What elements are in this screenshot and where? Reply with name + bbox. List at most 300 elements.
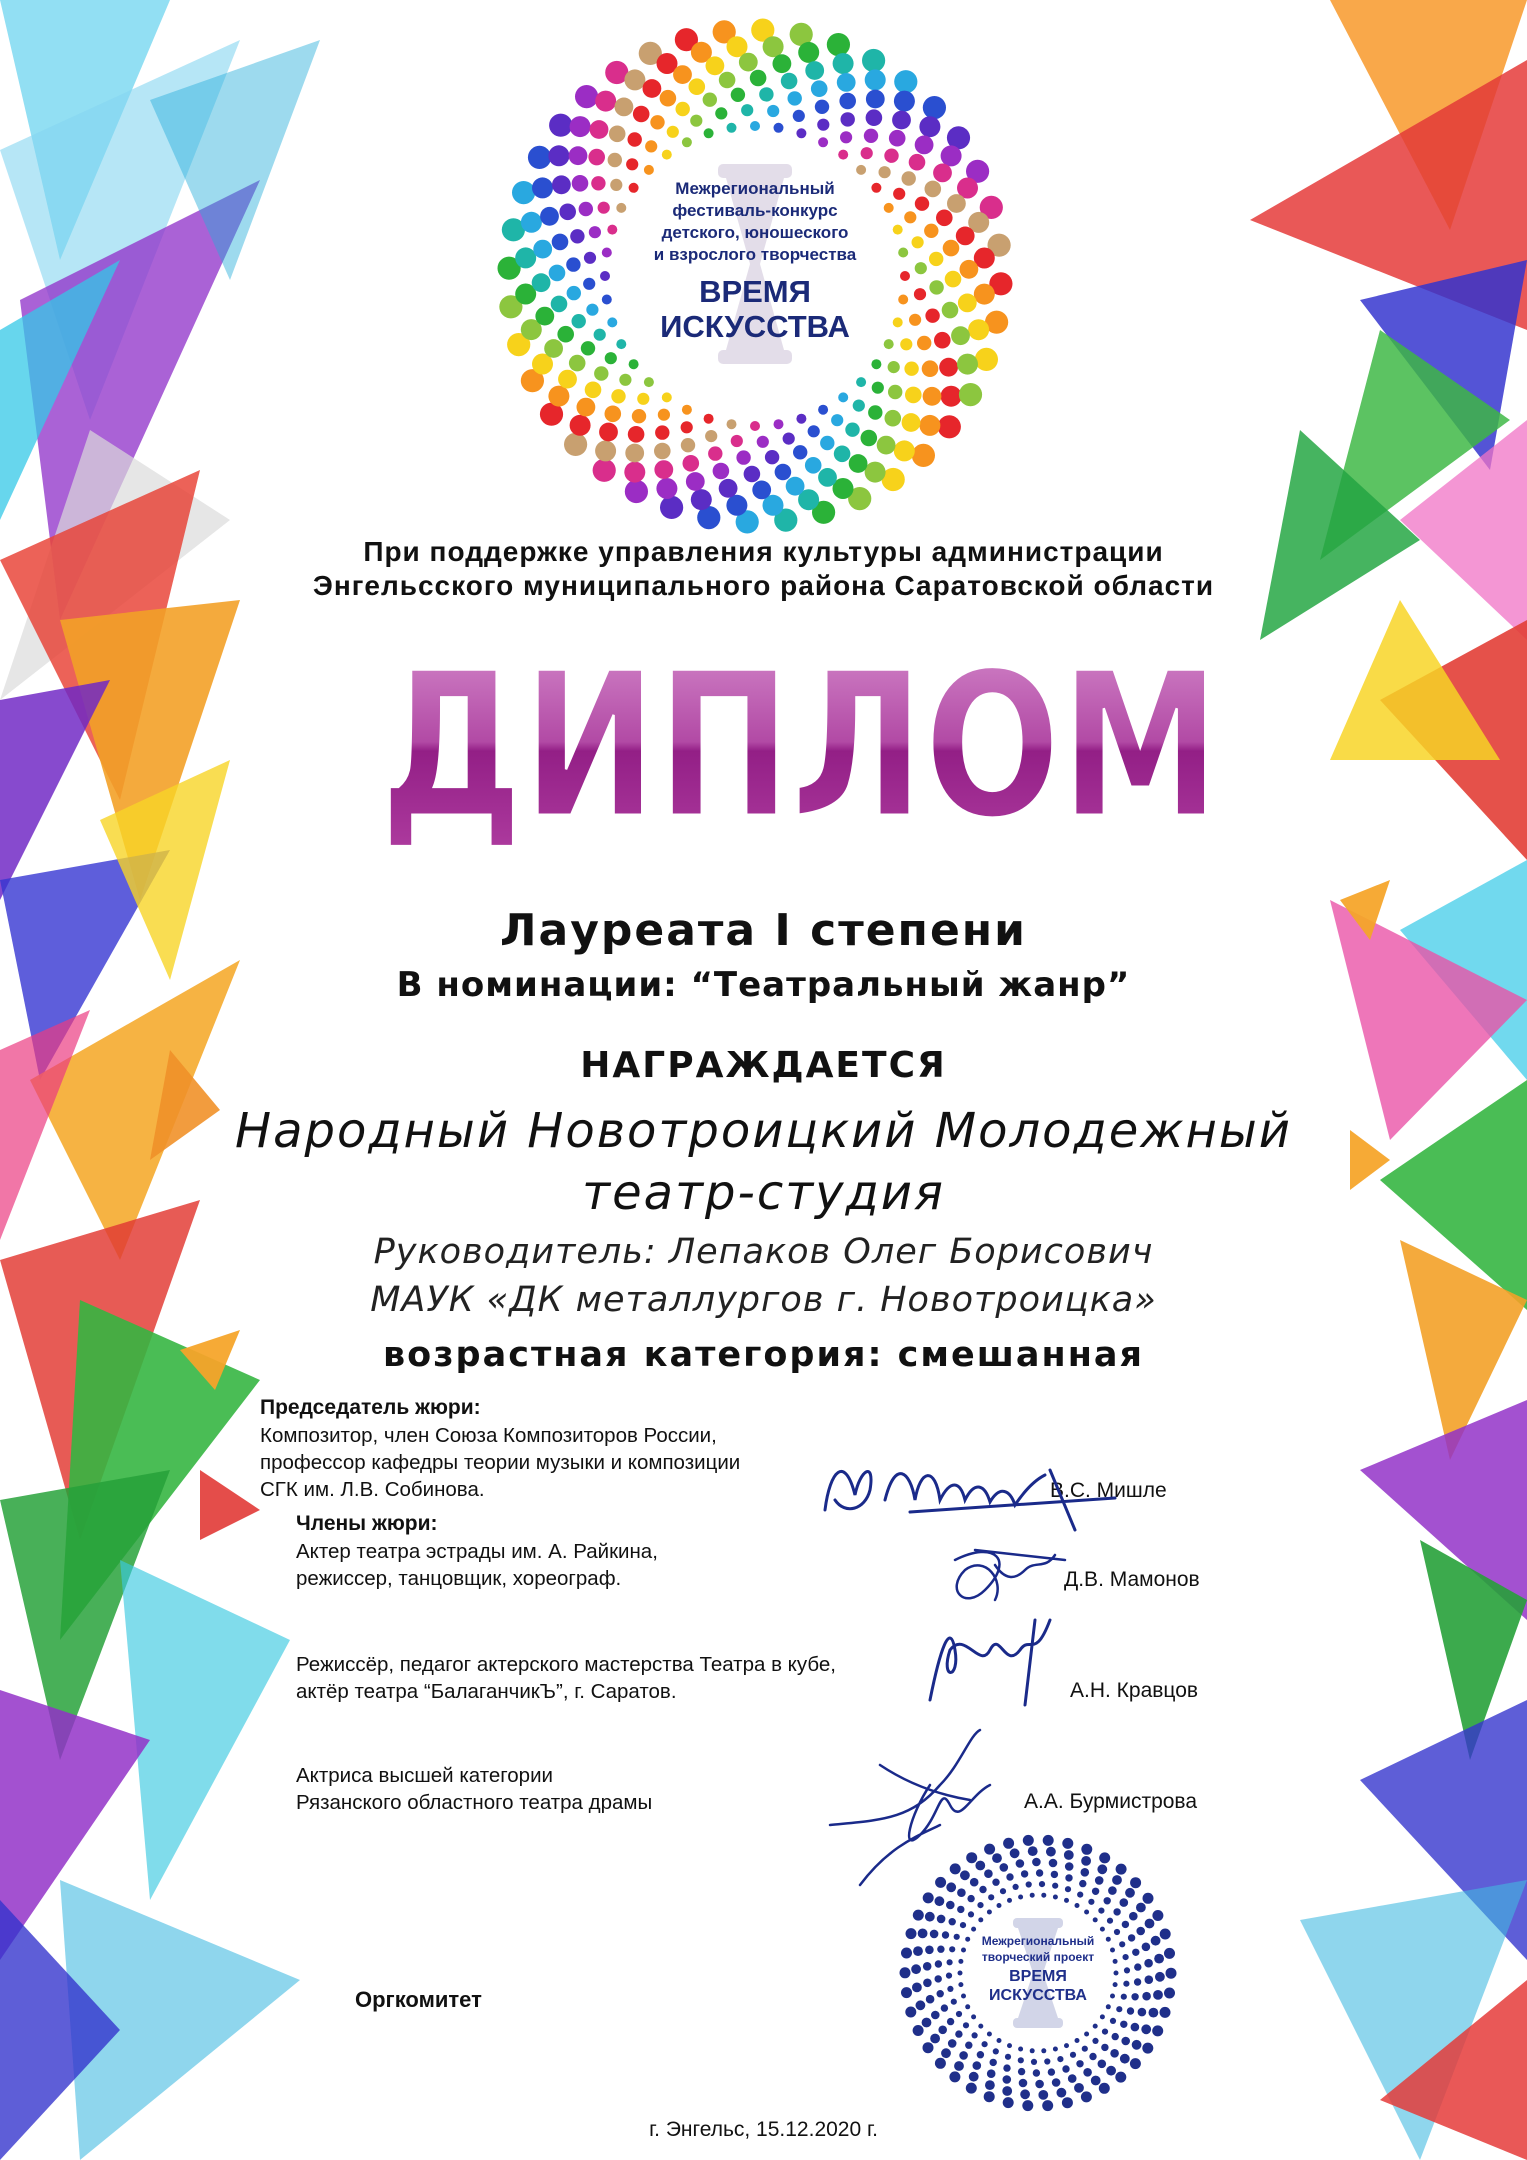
- logo-dot: [763, 36, 784, 57]
- logo-dot: [744, 466, 761, 483]
- stamp-dot: [1018, 2047, 1023, 2052]
- recipient-leader: Руководитель: Лепаков Олег Борисович: [373, 1232, 1154, 1272]
- stamp-dot: [982, 2041, 988, 2047]
- stamp-dot: [1018, 2068, 1025, 2075]
- stamp-dot: [1120, 1898, 1129, 1907]
- logo-dot: [689, 78, 706, 95]
- stamp-dot: [1110, 1948, 1115, 1953]
- logo-dot: [551, 296, 568, 313]
- logo-dot: [793, 445, 807, 459]
- stamp-dot: [966, 1852, 977, 1863]
- logo-dot: [644, 165, 654, 175]
- stamp-dot: [1153, 1990, 1163, 2000]
- logo-dot: [929, 280, 943, 294]
- stamp-dot: [1131, 1993, 1138, 2000]
- stamp-dot: [925, 1912, 935, 1922]
- logo-dot: [919, 116, 940, 137]
- stamp-dot: [1141, 2024, 1151, 2034]
- logo-dot: [727, 419, 737, 429]
- logo-dot: [731, 88, 745, 102]
- logo-dot: [942, 302, 959, 319]
- stamp-dot: [1064, 1850, 1074, 1860]
- stamp-dot: [972, 2032, 978, 2038]
- stamp-dot: [1136, 1927, 1145, 1936]
- stamp-dot: [968, 1911, 974, 1917]
- logo-dot: [914, 288, 926, 300]
- logo-dot: [815, 100, 829, 114]
- logo-dot: [629, 183, 639, 193]
- stamp-dot: [1030, 1893, 1035, 1898]
- stamp-dot: [1041, 2048, 1046, 2053]
- stamp-dot: [978, 1917, 983, 1922]
- logo-dot: [548, 386, 569, 407]
- logo-dot: [900, 338, 912, 350]
- stamp-dot: [951, 1999, 957, 2005]
- logo-dot: [757, 436, 769, 448]
- logo-dot: [607, 225, 617, 235]
- stamp-dot: [1002, 2086, 1012, 2096]
- logo-dot: [898, 295, 908, 305]
- logo-dot: [957, 354, 978, 375]
- stamp-dot: [1044, 2058, 1050, 2064]
- stamp-dot: [958, 1959, 963, 1964]
- logo-dot: [798, 42, 819, 63]
- stamp-dot: [1021, 1870, 1028, 1877]
- logo-dot: [686, 472, 705, 491]
- stamp-dot: [1088, 1899, 1094, 1905]
- stamp-dot: [1123, 1981, 1129, 1987]
- stamp-dot: [1070, 2052, 1076, 2058]
- stamp-dot: [1081, 2091, 1092, 2102]
- stamp-dot: [1119, 1941, 1125, 1947]
- jury-chair-desc-line: Композитор, член Союза Композиторов России,: [260, 1424, 717, 1447]
- stamp-dot: [922, 2018, 932, 2028]
- logo-dot: [917, 336, 931, 350]
- logo-dot: [915, 136, 934, 155]
- logo-title: ВРЕМЯ: [699, 274, 811, 309]
- logo-dot: [902, 171, 916, 185]
- logo-dot: [626, 158, 638, 170]
- stamp-dot: [1053, 1895, 1058, 1900]
- stamp-dot: [1075, 2038, 1080, 2043]
- stamp-dot: [1028, 1846, 1038, 1856]
- logo-dot: [796, 128, 806, 138]
- logo-dot: [540, 207, 559, 226]
- stamp-dot: [1115, 2072, 1126, 2083]
- stamp-title: ВРЕМЯ: [1009, 1968, 1067, 1985]
- award-degree: Лауреата I степени: [499, 905, 1028, 956]
- jury-member-name: А.Н. Кравцов: [1070, 1679, 1199, 1702]
- stamp-dot: [1013, 1884, 1019, 1890]
- logo-dot: [708, 446, 722, 460]
- stamp-dot: [1062, 2065, 1069, 2072]
- logo-dot: [532, 273, 551, 292]
- logo-dot: [570, 116, 591, 137]
- stamp-dot: [1003, 2064, 1010, 2071]
- stamp-dot: [1166, 1968, 1177, 1979]
- stamp-dot: [1136, 1903, 1146, 1913]
- stamp-dot: [1160, 1929, 1171, 1940]
- logo-dot: [719, 479, 738, 498]
- logo-dot: [808, 425, 820, 437]
- logo-dot: [793, 110, 805, 122]
- logo-dot: [856, 377, 866, 387]
- signature-chair: [815, 1440, 1145, 1530]
- logo-dot: [624, 462, 645, 483]
- stamp-dot: [1130, 2058, 1141, 2069]
- logo-dot: [888, 385, 902, 399]
- logo-dot: [849, 454, 868, 473]
- stamp-dot: [946, 1901, 955, 1910]
- logo-dot: [552, 234, 569, 251]
- jury-member-desc-line: Актриса высшей категории: [296, 1764, 553, 1787]
- stamp-dot: [997, 1903, 1002, 1908]
- stamp-dot: [1052, 1883, 1058, 1889]
- jury-member-desc-line: Рязанского областного театра драмы: [296, 1791, 653, 1814]
- stamp-dot: [1051, 1871, 1058, 1878]
- stamp-dot: [1120, 2021, 1127, 2028]
- logo-dot: [598, 202, 610, 214]
- stamp-dot: [926, 1995, 935, 2004]
- stamp-dot: [987, 1910, 992, 1915]
- stamp-dot: [1038, 2090, 1048, 2100]
- stamp-dot: [1065, 1874, 1072, 1881]
- logo-dot: [610, 179, 622, 191]
- logo-dot: [704, 414, 714, 424]
- jury-chair-desc-line: профессор кафедры теории музыки и композиции: [260, 1451, 741, 1474]
- logo-dot: [544, 339, 563, 358]
- logo-dot: [616, 203, 626, 213]
- stamp-dot: [1144, 1959, 1153, 1968]
- logo-dot: [818, 468, 837, 487]
- logo-dot: [706, 56, 725, 75]
- logo-dot: [866, 109, 883, 126]
- support-line-2: Энгельсского муниципального района Саратовской области: [312, 570, 1215, 601]
- stamp-dot: [1032, 1858, 1041, 1867]
- logo-dot: [643, 79, 662, 98]
- stamp-dot: [960, 1870, 970, 1880]
- logo-dot: [958, 294, 977, 313]
- age-category: возрастная категория: смешанная: [383, 1335, 1144, 1375]
- jury-member-description: [296, 1538, 658, 1592]
- stamp-dot: [1003, 2075, 1012, 2084]
- stamp-dot: [1112, 2033, 1119, 2040]
- stamp-dot: [978, 2024, 983, 2029]
- logo-dot: [884, 339, 894, 349]
- stamp-dot: [1116, 2006, 1122, 2012]
- stamp-dot: [1138, 2008, 1147, 2017]
- logo-dot: [569, 355, 586, 372]
- stamp-dot: [935, 1960, 942, 1967]
- stamp-dot: [1065, 1886, 1071, 1892]
- logo-dot: [605, 352, 617, 364]
- logo-dot: [594, 329, 606, 341]
- stamp-dot: [1121, 2037, 1130, 2046]
- logo-dot: [892, 111, 911, 130]
- award-nomination: В номинации: “Театральный жанр”: [396, 965, 1131, 1005]
- stamp-dot: [1145, 1975, 1154, 1984]
- stamp-dot: [946, 1973, 952, 1979]
- logo-dot: [888, 361, 900, 373]
- logo-dot: [872, 382, 884, 394]
- logo-dot: [750, 121, 760, 131]
- logo-dot: [885, 410, 902, 427]
- logo-dot: [783, 433, 795, 445]
- logo-dot: [893, 225, 903, 235]
- logo-dot: [750, 70, 767, 87]
- awarded-heading: НАГРАЖДАЕТСЯ: [580, 1045, 947, 1086]
- stamp-dot: [1030, 2048, 1035, 2053]
- stamp-dot: [1104, 1897, 1111, 1904]
- jury-chair-name: В.С. Мишле: [1050, 1479, 1167, 1502]
- logo-dot: [915, 197, 929, 211]
- stamp-dot: [979, 1886, 986, 1893]
- stamp-dot: [1134, 1978, 1141, 1985]
- logo-dot: [589, 226, 601, 238]
- logo-dot: [827, 33, 850, 56]
- logo-dot: [947, 194, 966, 213]
- stamp-dot: [1113, 1982, 1118, 1987]
- stamp-dot: [1043, 1835, 1054, 1846]
- logo-dot: [595, 440, 616, 461]
- stamp-dot: [947, 1986, 953, 1992]
- stamp-dot: [1049, 1859, 1058, 1868]
- logo-dot: [681, 421, 693, 433]
- logo-dot: [572, 314, 586, 328]
- logo-dot: [923, 387, 942, 406]
- logo-dot: [811, 80, 828, 97]
- stamp-dot: [959, 2051, 968, 2060]
- logo-dot: [559, 204, 576, 221]
- logo-line: детского, юношеского: [661, 223, 849, 242]
- logo-dot: [558, 370, 577, 389]
- stamp-dot: [1145, 1919, 1155, 1929]
- stamp-dot: [1102, 2029, 1108, 2035]
- logo-dot: [682, 137, 692, 147]
- logo-dot: [585, 382, 602, 399]
- stamp-dot: [930, 2034, 940, 2044]
- stamp-dot: [1098, 2060, 1107, 2069]
- logo-dot: [817, 119, 829, 131]
- stamp-dot: [977, 1902, 983, 1908]
- jury-chair-heading: Председатель жюри:: [260, 1396, 481, 1419]
- stamp-dot: [913, 1910, 924, 1921]
- logo-dot: [820, 436, 834, 450]
- logo-dot: [535, 307, 554, 326]
- stamp-dot: [911, 1964, 921, 1974]
- stamp-dot: [1019, 2079, 1028, 2088]
- stamp-dot: [900, 1967, 911, 1978]
- logo-dot: [879, 166, 891, 178]
- stamp-dot: [1095, 1876, 1104, 1885]
- logo-dot: [925, 309, 939, 323]
- logo-dot: [532, 177, 553, 198]
- logo-dot: [865, 69, 886, 90]
- stamp-dot: [1010, 1848, 1020, 1858]
- stamp-dot: [1143, 1893, 1154, 1904]
- logo-dot: [739, 53, 758, 72]
- logo-dot: [660, 90, 677, 107]
- stamp-logo: [893, 1828, 1183, 2118]
- stamp-dot: [1142, 2043, 1153, 2054]
- logo-dot: [871, 183, 881, 193]
- logo-dot: [583, 278, 595, 290]
- logo-dot: [959, 383, 982, 406]
- logo-dot: [654, 443, 671, 460]
- logo-dot: [727, 123, 737, 133]
- logo-dot: [637, 393, 649, 405]
- logo-dot: [837, 73, 856, 92]
- logo-line: и взрослого творчества: [653, 245, 857, 264]
- stamp-dot: [1007, 2043, 1012, 2048]
- logo-dot: [681, 438, 695, 452]
- logo-dot: [938, 415, 961, 438]
- stamp-dot: [1098, 1908, 1104, 1914]
- logo-dot: [912, 236, 924, 248]
- logo-dot: [934, 332, 951, 349]
- logo-dot: [624, 69, 645, 90]
- stamp-dot: [957, 1888, 966, 1897]
- stamp-dot: [923, 2042, 934, 2053]
- stamp-dot: [984, 1844, 995, 1855]
- stamp-dot: [923, 1979, 932, 1988]
- logo-dot: [894, 91, 915, 112]
- stamp-dot: [1039, 1881, 1045, 1887]
- logo-dot: [862, 49, 885, 72]
- stamp-dot: [1003, 2097, 1014, 2108]
- stamp-dot: [1114, 1929, 1120, 1935]
- logo-dot: [512, 181, 535, 204]
- stamp-dot: [1079, 1880, 1086, 1887]
- stamp-dot: [1112, 1875, 1122, 1885]
- stamp-dot: [965, 1937, 970, 1942]
- recipient-organization: МАУК «ДК металлургов г. Новотроицка»: [370, 1280, 1157, 1320]
- stamp-dot: [1081, 1844, 1092, 1855]
- logo-dot: [616, 339, 626, 349]
- stamp-dot: [1106, 1937, 1111, 1942]
- logo-dot: [608, 153, 622, 167]
- logo-dot: [593, 459, 616, 482]
- stamp-dot: [1097, 1864, 1107, 1874]
- logo-dot: [736, 450, 750, 464]
- logo-dot: [602, 295, 612, 305]
- jury-chair-desc-line: СГК им. Л.В. Собинова.: [260, 1478, 485, 1501]
- stamp-dot: [956, 2011, 962, 2017]
- logo-dot: [549, 265, 566, 282]
- logo-dot: [805, 457, 822, 474]
- logo-dot: [956, 227, 975, 246]
- stamp-dot: [965, 2004, 970, 2009]
- stamp-dot: [971, 1927, 976, 1932]
- stamp-dot: [954, 1934, 960, 1940]
- stamp-dot: [1132, 2040, 1142, 2050]
- stamp-dot: [1000, 1888, 1006, 1894]
- logo-dot: [566, 257, 580, 271]
- stamp-dot: [957, 1906, 964, 1913]
- logo-dot: [625, 444, 644, 463]
- logo-dot: [656, 478, 677, 499]
- stamp-dot: [1128, 1934, 1135, 1941]
- stamp-dot: [1065, 1862, 1074, 1871]
- jury-member-name: А.А. Бурмистрова: [1024, 1790, 1198, 1813]
- logo-dot: [975, 348, 998, 371]
- stamp-dot: [1116, 1864, 1127, 1875]
- logo-dot: [662, 392, 672, 402]
- logo-dot: [796, 414, 806, 424]
- logo-dot: [658, 409, 670, 421]
- logo-dot: [691, 489, 712, 510]
- stamp-dot: [990, 2059, 997, 2066]
- logo-dot: [567, 286, 581, 300]
- stamp-dot: [1016, 1859, 1025, 1868]
- logo-dot: [868, 405, 882, 419]
- logo-dot: [968, 319, 989, 340]
- stamp-dot: [1062, 2097, 1073, 2108]
- stamp-dot: [1074, 2083, 1084, 2093]
- stamp-dot: [992, 1853, 1002, 1863]
- logo-dot: [581, 341, 595, 355]
- logo-dot: [605, 406, 622, 423]
- stamp-dot: [984, 1869, 993, 1878]
- stamp-dot: [937, 1990, 944, 1997]
- logo-dot: [579, 202, 593, 216]
- stamp-dot: [967, 1895, 974, 1902]
- logo-dot: [705, 430, 717, 442]
- logo-dot: [889, 130, 906, 147]
- logo-dot: [833, 53, 854, 74]
- stamp-dot: [1053, 2047, 1058, 2052]
- logo-dot: [974, 284, 995, 305]
- stamp-dot: [965, 2042, 972, 2049]
- stamp-dot: [1077, 1892, 1083, 1898]
- logo-dot: [864, 129, 878, 143]
- logo-dot: [715, 107, 727, 119]
- stamp-dot: [1020, 2089, 1030, 2099]
- stamp-dot: [938, 2026, 947, 2035]
- logo-dot: [719, 72, 736, 89]
- stamp-dot: [905, 2007, 916, 2018]
- stamp-dot: [950, 1863, 961, 1874]
- logo-dot: [607, 317, 617, 327]
- logo-dot: [645, 140, 657, 152]
- stamp-dot: [992, 1879, 999, 1886]
- stamp-dot: [1120, 2054, 1130, 2064]
- logo-dot: [765, 450, 779, 464]
- stamp-dot: [1108, 1886, 1117, 1895]
- logo-dot: [752, 481, 771, 500]
- logo-dot: [660, 496, 683, 519]
- logo-dot: [628, 132, 642, 146]
- logo-dot: [909, 314, 921, 326]
- stamp-dot: [977, 2051, 984, 2058]
- stamp-dot: [1026, 1881, 1032, 1887]
- logo-dot: [654, 460, 673, 479]
- logo-dot: [599, 423, 618, 442]
- jury-member-desc-line: Режиссёр, педагог актерского мастерства Театра в кубе,: [296, 1653, 836, 1676]
- logo-dot: [941, 145, 962, 166]
- logo-dot: [644, 377, 654, 387]
- logo-dot: [861, 147, 873, 159]
- stamp-dot: [1130, 1877, 1141, 1888]
- stamp-dot: [1164, 1948, 1175, 1959]
- stamp-dot: [1142, 1992, 1151, 2001]
- stamp-dot: [913, 2025, 924, 2036]
- stamp-dot: [963, 2022, 969, 2028]
- footer-place-date: г. Энгельс, 15.12.2020 г.: [649, 2118, 878, 2141]
- logo-dot: [713, 463, 730, 480]
- logo-dot: [923, 96, 946, 119]
- logo-dot: [905, 387, 922, 404]
